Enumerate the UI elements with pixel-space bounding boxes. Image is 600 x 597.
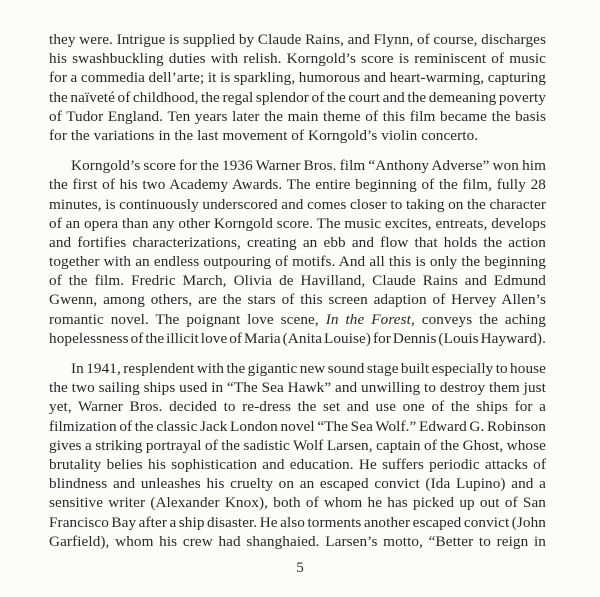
text-line (49, 214, 546, 233)
page-number: 5 (296, 560, 304, 576)
text-segment: and fortifies characterizations, creating an ebb and flow that holds the action (49, 233, 546, 251)
text-line (49, 359, 546, 378)
text-segment: his swashbuckling duties with relish. Korngold’s score is reminiscent of music (49, 50, 546, 68)
text-line (49, 156, 546, 175)
text-segment: blindness and unleashes his cruelty on an escaped convict (Ida Lupino) and a (49, 475, 546, 493)
text-line (49, 397, 546, 416)
text-segment: In 1941, resplendent with the gigantic new sound stage built especially to house (71, 360, 546, 377)
text-line (49, 310, 546, 329)
text-segment: Korngold’s score for the 1936 Warner Bros. film “Anthony Adverse” won him (71, 157, 547, 175)
text-line (49, 88, 546, 107)
text-line (49, 195, 546, 214)
text-segment: together with an endless outpouring of motifs. And all this is only the beginning (49, 253, 546, 271)
text-segment: the two sailing ships used in “The Sea Hawk” and unwilling to destroy them just (49, 379, 546, 397)
text-segment: of Tudor England. Ten years later the main theme of this film became the basis (49, 107, 546, 125)
text-segment: Francisco Bay after a ship disaster. He also torments another escaped convict (John (49, 513, 546, 531)
paragraph (49, 359, 546, 551)
text-line (49, 378, 546, 397)
text-line (49, 513, 546, 532)
text-segment: , conveys the aching (410, 310, 546, 328)
page-text (49, 30, 546, 551)
text-segment: yet, Warner Bros. decided to re-dress the set and use one of the ships for a (49, 398, 546, 416)
text-segment: for the variations in the last movement of Korngold’s violin concerto. (49, 126, 479, 144)
text-segment: filmization of the classic Jack London novel “The Sea Wolf.” Edward G. Robinson (49, 417, 546, 435)
text-line (49, 474, 546, 493)
text-line (49, 233, 546, 252)
text-line (49, 30, 546, 49)
text-line (49, 290, 546, 309)
text-segment: for a commedia dell’arte; it is sparkling, humorous and heart-warming, capturing (49, 69, 546, 87)
text-line (49, 49, 546, 68)
paragraph (49, 156, 546, 348)
text-line (49, 493, 546, 512)
text-line (49, 175, 546, 194)
text-line (49, 532, 546, 551)
text-line (49, 436, 546, 455)
text-segment: of the film. Fredric March, Olivia de Havilland, Claude Rains and Edmund (49, 272, 546, 290)
text-line (49, 68, 546, 87)
text-line (49, 252, 546, 271)
text-line (49, 107, 546, 126)
paragraph (49, 30, 546, 145)
text-segment: gives a striking portrayal of the sadistic Wolf Larsen, captain of the Ghost, whose (49, 436, 546, 454)
text-segment: hopelessness of the illicit love of Maria (Anita Louise) for Dennis (Louis Hayward). (49, 329, 546, 347)
text-line (49, 455, 546, 474)
text-segment: Garfield), whom his crew had shanghaied. Larsen’s motto, “Better to reign in (49, 532, 546, 550)
text-segment: sensitive writer (Alexander Knox), both of whom he has picked up out of San (49, 494, 546, 512)
text-segment: Gwenn, among others, are the stars of this screen adaption of Hervey Allen’s (49, 291, 546, 309)
text-line (49, 329, 546, 348)
text-segment: the naïveté of childhood, the regal splendor of the court and the demeaning poverty (49, 88, 546, 106)
text-segment: brutality belies his sophistication and education. He suffers periodic attacks of (49, 455, 546, 473)
text-segment: minutes, is continuously underscored and comes closer to taking on the character (49, 195, 546, 213)
italic-text-segment: In the Forest (325, 310, 411, 328)
text-line (49, 417, 546, 436)
text-line (49, 271, 546, 290)
text-segment: of an opera than any other Korngold score. The music excites, entreats, develops (49, 214, 546, 232)
text-line (49, 126, 546, 145)
text-segment: the first of his two Academy Awards. The entire beginning of the film, fully 28 (49, 176, 546, 194)
text-segment: romantic novel. The poignant love scene, (49, 310, 326, 328)
text-segment: they were. Intrigue is supplied by Claude Rains, and Flynn, of course, discharges (49, 31, 546, 48)
